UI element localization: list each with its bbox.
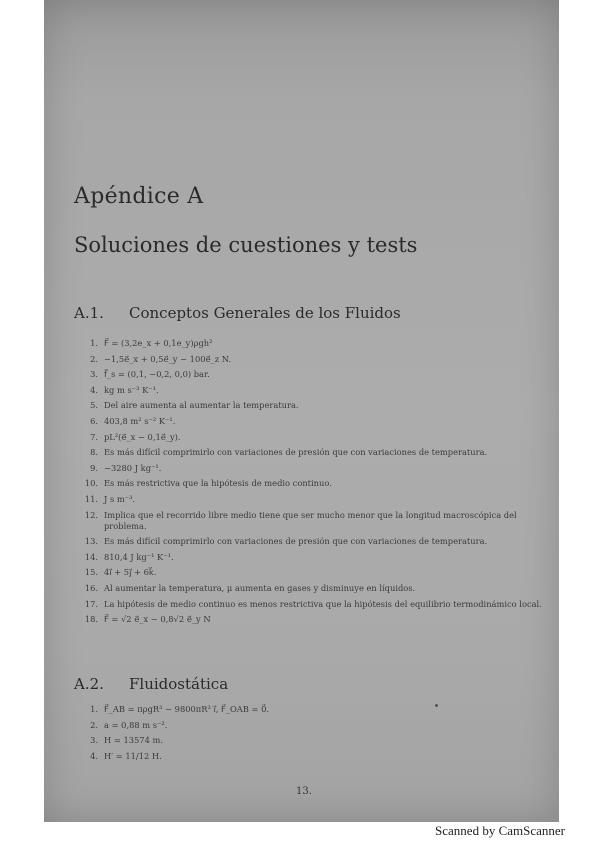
list-item: 10. Es más restrictiva que la hipótesis de medio continuo.: [84, 478, 332, 489]
list-item: 7. pL²(e⃗_x − 0,1e⃗_y).: [90, 431, 181, 442]
page-number: 13.: [296, 786, 312, 797]
section-heading-a1: [74, 304, 401, 322]
list-item: 9. −3280 J kg⁻¹.: [90, 462, 162, 473]
scan-speck: [435, 704, 438, 707]
list-item: 18. F⃗ = √2 e⃗_x − 0,8√2 e⃗_y N: [84, 614, 211, 625]
section-number: A.2.: [74, 675, 104, 693]
section-heading-a2: [74, 675, 228, 693]
list-item: 4. kg m s⁻³ K⁻¹.: [90, 384, 159, 395]
page-content: [74, 0, 544, 822]
section-title: Fluidostática: [129, 675, 229, 693]
section-number: A.1.: [74, 304, 104, 322]
list-item: 15. 4i⃗ + 5j⃗ + 6k⃗.: [84, 567, 157, 578]
list-item: 6. 403,8 m² s⁻² K⁻¹.: [90, 415, 176, 426]
section-a1-list: [74, 338, 544, 630]
list-item: 1. F⃗_AB = πρgR³ − 9800πR³ i⃗, F⃗_OAB = 0⃗.: [90, 704, 269, 714]
list-item: 4. H′ = 11/12 H.: [90, 750, 162, 761]
list-item: 5. Del aire aumenta al aumentar la temperatura.: [90, 400, 299, 411]
list-item: 3. H = 13574 m.: [90, 735, 163, 746]
list-item: 17. La hipótesis de medio continuo es menos restrictiva que la hipótesis del equilibrio termodinámico local.: [84, 598, 542, 609]
chapter-title: Apéndice A: [74, 184, 204, 209]
list-item: 16. Al aumentar la temperatura, μ aumenta en gases y disminuye en líquidos.: [84, 582, 416, 593]
list-item: 2. −1,5e⃗_x + 0,5e⃗_y − 100e⃗_z N.: [90, 353, 232, 364]
list-item: 14. 810,4 J kg⁻¹ K⁻¹.: [84, 551, 174, 562]
section-a2-list: [74, 704, 544, 766]
list-item: 3. f⃗_s = (0,1, −0,2, 0,0) bar.: [90, 369, 210, 380]
chapter-subtitle: Soluciones de cuestiones y tests: [74, 233, 418, 257]
scanner-watermark: Scanned by CamScanner: [435, 823, 565, 838]
list-item: 13. Es más difícil comprimirlo con variaciones de presión que con variaciones de temperatura.: [84, 536, 488, 547]
list-item: 1. F⃗ = (3,2e_x + 0,1e_y)ρgh²: [90, 338, 213, 348]
list-item: 11. J s m⁻³.: [84, 493, 136, 504]
list-item: 8. Es más difícil comprimirlo con variaciones de presión que con variaciones de temperatura.: [90, 447, 488, 458]
list-item: 12. Implica que el recorrido libre medio tiene que ser mucho menor que la longitud macroscópica del problema.: [84, 509, 517, 531]
list-item: 2. a = 0,88 m s⁻².: [90, 719, 168, 730]
section-title: Conceptos Generales de los Fluidos: [129, 304, 401, 322]
